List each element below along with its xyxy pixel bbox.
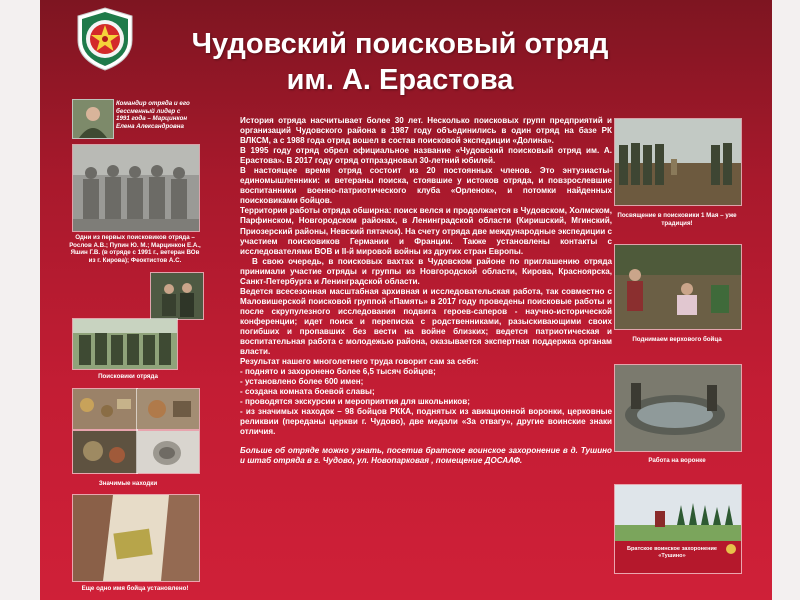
finds-photo-1: [72, 388, 138, 430]
group-photo-image: [73, 145, 199, 231]
searchers-photo-small: [150, 272, 204, 320]
star-shield-emblem-icon: [76, 6, 134, 72]
commander-photo: [72, 99, 114, 139]
first-members-photo: [72, 144, 200, 232]
searchers-caption: Поисковики отряда: [98, 373, 158, 380]
finds-photo-4: [136, 430, 200, 474]
result-item-1: - поднято и захоронено более 6,5 тысяч бойцов;: [240, 367, 436, 377]
body-paragraph-5: В свою очередь, в поисковых вахтах в Чудовском районе по приглашению отряда принимали участие отряды и группы из Новгородской области, Кирова, Красноярска, Санкт-Петербурга и Ленинградской области.: [240, 256, 612, 286]
body-paragraph-7: Результат нашего многолетнего труда говорит сам за себя:: [240, 357, 479, 367]
finds-photo-2: [136, 388, 200, 430]
body-paragraph-3: В настоящее время отряд состоит из 20 постоянных членов. Это энтузиасты-единомышленники: и ветераны поиска, стоявшие у истоков отряда, и повзрослевшие воспитанники военно-патриотического клуба «Орленок», и потомки найденных поисковиками бойцов.: [240, 166, 612, 206]
title-line-2: им. А. Ерастова: [286, 64, 514, 96]
first-members-caption: Одни из первых поисковиков отряда – Рослов А.В.; Пупин Ю. М.; Марцинкон Е.А., Яшин Г.В. (в отряде с 1991 г., ветеран ВОв из г. Кирова); Феоктистов А.С.: [69, 234, 201, 264]
crater-photo: [614, 364, 742, 452]
searchers-small-image: [151, 273, 203, 319]
memorial-image: [615, 485, 741, 573]
name-found-image: [73, 495, 199, 581]
result-item-4: - проводятся экскурсии и мероприятия для школьников;: [240, 397, 470, 407]
title-line-1: Чудовский поисковый отряд: [191, 28, 609, 60]
body-paragraph-2: В 1995 году отряд обрел официальное название «Чудовский поисковый отряд им. А. Ерастова». В 2017 году отряд отпраздновал 30-летний юбилей.: [240, 146, 612, 166]
memorial-photo: [614, 484, 742, 574]
detachment-emblem: [76, 6, 134, 72]
body-paragraph-4: Территория работы отряда обширна: поиск велся и продолжается в Чудовском, Холмском, Парфинском, Новгородском районах, в Ленинградской области (Киришский, Мгинский, Приозерский районы, Невский пятачок). На счету отряда две международные экспедиции с участием поисковиков Германии и Франции. Также установлены контакты с исследователями ВОВ и II-й мировой войны из других стран Европы.: [240, 206, 612, 256]
finds-caption: Значимые находки: [98, 480, 158, 487]
crater-caption: Работа на воронке: [648, 457, 706, 464]
finds-image-3: [73, 431, 137, 473]
finds-image-1: [73, 389, 137, 429]
result-item-3: - создана комната боевой славы;: [240, 387, 375, 397]
left-margin: [0, 0, 40, 600]
finds-image-2: [137, 389, 199, 429]
result-item-2: - установлено более 600 имен;: [240, 377, 364, 387]
right-margin: [772, 0, 800, 600]
body-paragraph-1: История отряда насчитывает более 30 лет. Несколько поисковых групп предприятий и организаций Чудовского района в 1987 году объединились в один отряд на базе РК ВЛКСМ, а с 1988 года отряд вошел в состав поисковой экспедиции «Долина».: [240, 116, 612, 146]
initiation-image: [615, 119, 741, 205]
searchers-group-image: [73, 319, 177, 369]
initiation-photo: [614, 118, 742, 206]
lifting-image: [615, 245, 741, 329]
poster-title: [160, 26, 640, 98]
body-paragraph-6: Ведется всесезонная масштабная архивная и исследовательская работа, так совместно с Маловишерской поисковой группой «Память» в 2017 году проведены поисковые работы и после скрупулезного исследования подвига героев-саперов - научно-исторической конференции; идет поиск и переписка с родственниками, разыскивающими своих погибших и пропавших без вести на войне близких; ведется патриотическая и воспитательная работа с молодежью района, оказывается экспертная поддержка органам власти.: [240, 286, 612, 357]
crater-image: [615, 365, 741, 451]
closing-note: Больше об отряде можно узнать, посетив братское воинское захоронение в д. Тушино и штаб отряда в г. Чудово, ул. Новопарковая , помещение ДОСААФ.: [240, 445, 612, 465]
lifting-photo: [614, 244, 742, 330]
name-found-caption: Еще одно имя бойца установлено!: [81, 585, 189, 592]
portrait-image: [73, 100, 113, 138]
poster: [40, 0, 772, 600]
body-text: [240, 116, 612, 466]
searchers-photo-group: [72, 318, 178, 370]
result-item-5: - из значимых находок – 98 бойцов РККА, поднятых из авиационной воронки, церковные реликвии (переданы церкви г. Чудово), две медали «За отвагу», другие воинские знаки отличия.: [240, 407, 612, 437]
lifting-caption: Поднимаем верхового бойца: [632, 336, 722, 343]
finds-photo-3: [72, 430, 138, 474]
memorial-sign-caption: Братское воинское захоронение «Тушино»: [626, 546, 718, 559]
initiation-caption: Посвящение в поисковики 1 Мая – уже традиция!: [617, 212, 737, 227]
commander-caption: Командир отряда и его бессменный лидер с 1991 года – Марцинкон Елена Александровна: [116, 100, 190, 130]
name-found-photo: [72, 494, 200, 582]
finds-image-4: [137, 431, 199, 473]
